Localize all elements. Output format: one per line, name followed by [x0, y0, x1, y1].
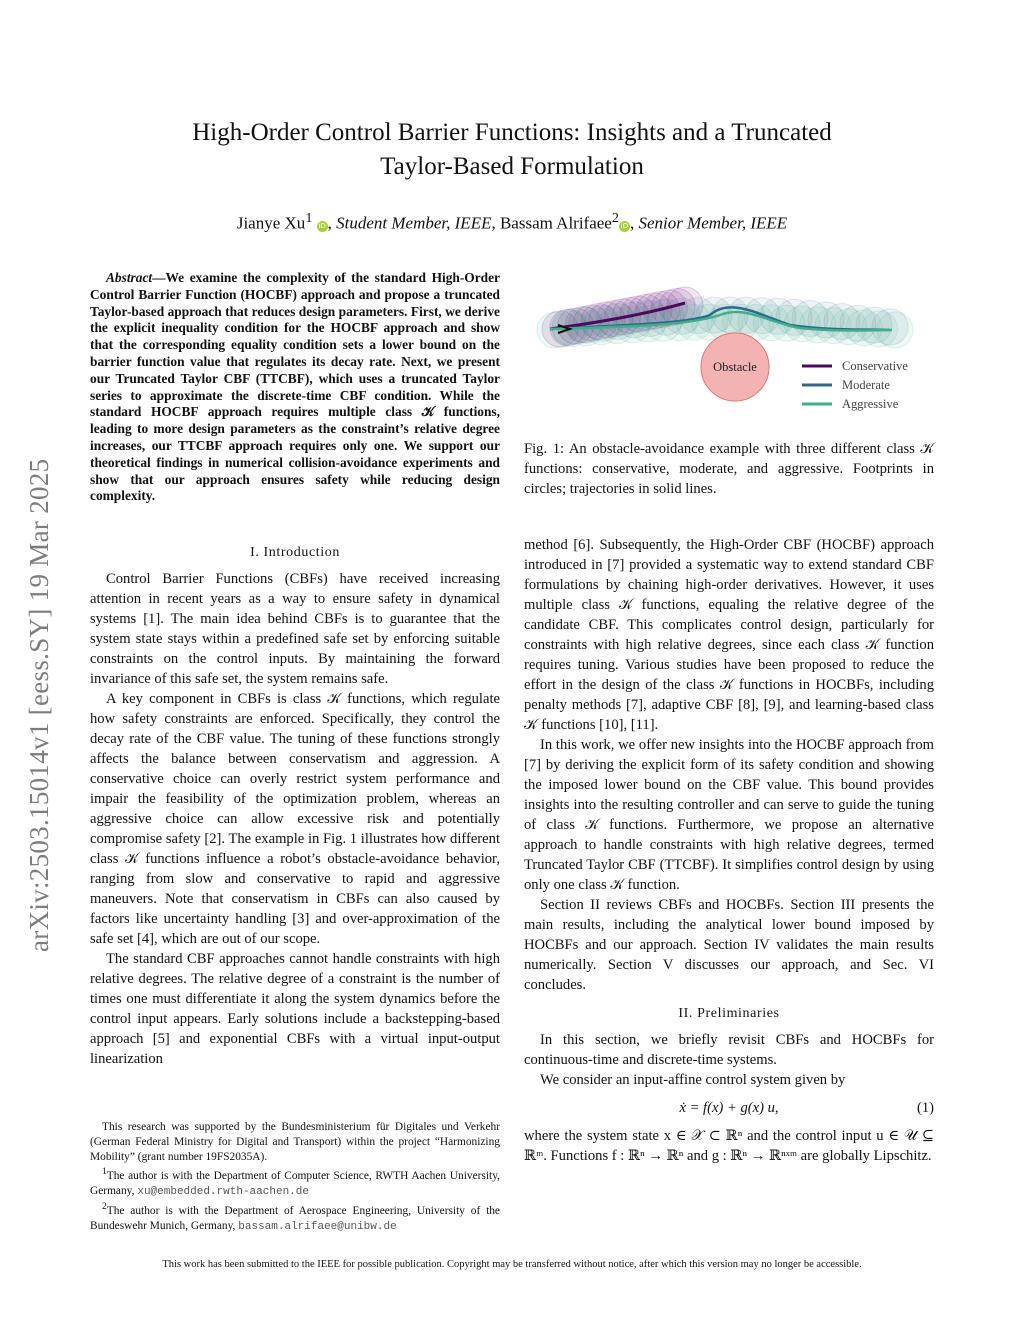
paragraph: method [6]. Subsequently, the High-Order CBF (HOCBF) approach introduced in [7] provided a systematic way to extend standard CBF formulations by chaining high-order derivatives. However, it uses multiple class 𝒦 functions, equaling the relative degree of the candidate CBF. This complicates control design, particularly for constraints with high relative degrees, since each class 𝒦 function requires tuning. Various studies have been proposed to reduce the effort in the design of the class 𝒦 functions in HOCBFs, including penalty methods [7], adaptive CBF [8], [9], and learning-based class 𝒦 functions [10], [11].	[524, 537, 934, 733]
paragraph: The standard CBF approaches cannot handle constraints with high relative degrees. The relative degree of a constraint is the number of times one must differentiate it along the system dynamics before the control input appears. Early solutions include a backstepping-based approach [5] and exponential CBFs with a virtual input-output linearization	[90, 951, 500, 1067]
author-2-name: Bassam Alrifaee	[499, 213, 612, 233]
title-line-1: High-Order Control Barrier Functions: Insights and a Truncated	[192, 119, 832, 146]
footnote-2	[90, 1200, 500, 1235]
abstract-label: Abstract	[106, 270, 153, 285]
paragraph: We consider an input-affine control system given by	[540, 1072, 846, 1088]
paragraph: Section II reviews CBFs and HOCBFs. Section III presents the main results, including the analytical lower bound imposed by HOCBFs and our approach. Section IV validates the main results numerically. Section V discusses our approach, and Sec. VI concludes.	[524, 897, 934, 993]
figure-1-caption: Fig. 1: An obstacle-avoidance example with three different class 𝒦 functions: conservative, moderate, and aggressive. Footprints in circles; trajectories in solid lines.	[524, 441, 934, 497]
figure-1-plot	[530, 275, 930, 425]
footnote-1-sup: 1	[102, 1167, 107, 1177]
author-2-role: Senior Member, IEEE	[638, 213, 788, 233]
orcid-icon[interactable]: iD	[620, 221, 629, 230]
obstacle-label: Obstacle	[713, 360, 757, 374]
paper-title	[120, 116, 904, 184]
orcid-icon[interactable]: iD	[318, 221, 326, 230]
footnote-2-text: The author is with the Department of Aerospace Engineering, University of the Bundeswehr Munich, Germany,	[90, 1204, 500, 1232]
title-line-2: Taylor-Based Formulation	[380, 153, 644, 180]
paragraph: where the system state x ∈ 𝒳 ⊂ ℝⁿ and the control input u ∈ 𝒰 ⊆ ℝᵐ. Functions f : ℝⁿ → ℝⁿ and g : ℝⁿ → ℝⁿˣᵐ are globally Lipschitz.	[524, 1128, 934, 1164]
submission-notice: This work has been submitted to the IEEE for possible publication. Copyright may be transferred without notice, after which this version may no longer be accessible.	[162, 1259, 862, 1270]
equation-1	[524, 1090, 934, 1126]
paragraph: A key component in CBFs is class 𝒦 functions, which regulate how safety constraints are enforced. Specifically, they control the decay rate of the CBF value. The tuning of these functions strongly affects the balance between conservatism and aggression. A conservative choice can overly restrict system performance and impair the feasibility of the optimization problem, whereas an aggressive choice can allow excessive risk and potentially compromise safety [2]. The example in Fig. 1 illustrates how different class 𝒦 functions influence a robot’s obstacle-avoidance behavior, ranging from slow and conservative to rapid and aggressive maneuvers. Note that conservatism in CBFs can also caused by factors like uncertainty handling [3] and over-approximation of the safe set [4], which are out of our scope.	[90, 691, 500, 947]
email-link[interactable]: bassam.alrifaee@unibw.de	[238, 1220, 397, 1233]
legend-label: Moderate	[842, 378, 890, 392]
funding-footnote: This research was supported by the Bundesministerium für Digitales und Verkehr (German Federal Ministry for Digital and Transport) within the project “Harmonizing Mobility” (grant number 19FS2035A).	[90, 1121, 500, 1163]
section-1-heading: I. Introduction	[250, 545, 340, 560]
footnote-1-text: The author is with the Department of Computer Science, RWTH Aachen University, Germany,	[90, 1169, 500, 1197]
legend-label: Conservative	[842, 359, 908, 373]
footnotes	[90, 1120, 500, 1235]
equation-text: ẋ = f(x) + g(x) u,	[679, 1100, 779, 1116]
author-2-sup: 2	[611, 210, 619, 226]
section-2-heading: II. Preliminaries	[678, 1006, 780, 1021]
arxiv-stamp: arXiv:2503.15014v1 [eess.SY] 19 Mar 2025	[24, 458, 54, 952]
equation-number: (1)	[916, 1100, 934, 1116]
abstract	[90, 270, 500, 505]
paragraph: In this work, we offer new insights into the HOCBF approach from [7] by deriving the explicit form of its safety condition and showing the imposed lower bound on the CBF value. This bound provides insights into the resulting controller and can serve to guide the tuning of class 𝒦 functions. Furthermore, we propose an alternative approach to handle constraints with high relative degrees, termed Truncated Taylor CBF (TTCBF). It simplifies control design by using only one class 𝒦 function.	[524, 737, 934, 893]
footnote-2-sup: 2	[102, 1201, 107, 1212]
paragraph: In this section, we briefly revisit CBFs and HOCBFs for continuous-time and discrete-time systems.	[524, 1032, 934, 1068]
legend-label: Aggressive	[842, 397, 899, 411]
right-column	[524, 535, 934, 1166]
author-1-name: Jianye Xu	[236, 213, 306, 233]
author-1-role: Student Member, IEEE	[336, 213, 492, 233]
abstract-text: —We examine the complexity of the standard High-Order Control Barrier Function (HOCBF) approach and propose a truncated Taylor-based approach that reduces design parameters. First, we derive the explicit inequality condition for the HOCBF approach and show that the corresponding equality condition sets a lower bound on the barrier function value that regulates its decay rate. Next, we present our Truncated Taylor CBF (TTCBF), which uses a truncated Taylor series to approximate the discrete-time CBF condition. While the standard HOCBF approach requires multiple class 𝒦 functions, leading to more design parameters as the constraint’s relative degree increases, our TTCBF approach requires only one. We support our theoretical findings in numerical collision-avoidance experiments and show that our approach ensures safety while reducing design complexity.	[90, 270, 500, 504]
author-line: Jianye Xu$^1$ iD , Student Member, IEEE, Bassam Alrifaee$^2$ iD , Senior Member, IEEE	[236, 210, 788, 233]
left-column	[90, 545, 500, 1069]
paragraph: Control Barrier Functions (CBFs) have received increasing attention in recent years as a way to ensure safety in dynamical systems [1]. The main idea behind CBFs is to guarantee that the system state stays within a predefined safe set by enforcing suitable constraints on the control inputs. By maintaining the forward invariance of this safe set, the system remains safe.	[90, 571, 500, 687]
footnote-1	[90, 1165, 500, 1200]
email-link[interactable]: xu@embedded.rwth-aachen.de	[137, 1185, 309, 1198]
author-1-sup: 1	[305, 210, 313, 226]
